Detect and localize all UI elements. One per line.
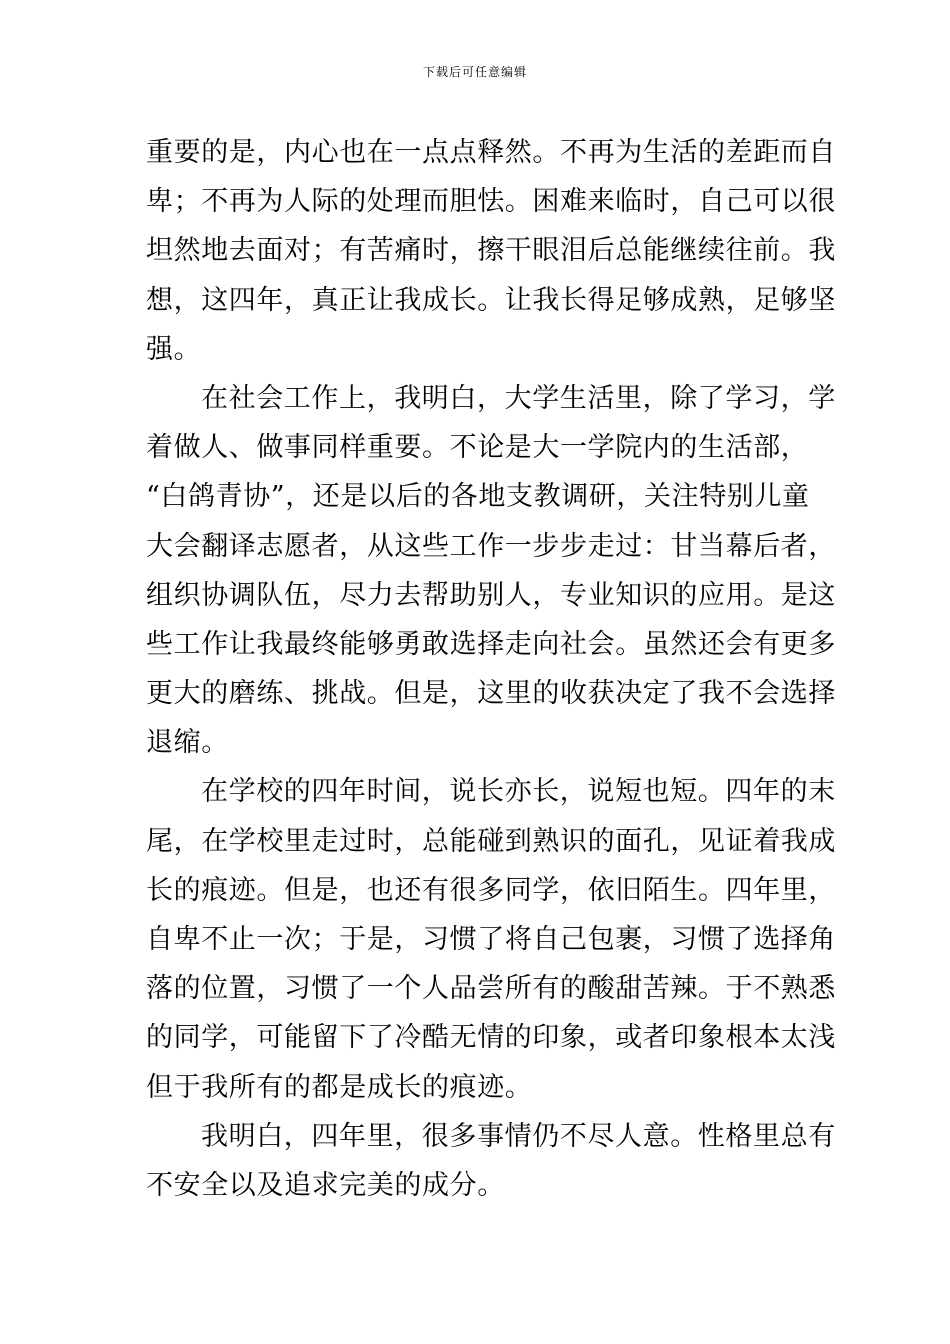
text-line: 想，这四年，真正让我成长。让我长得足够成熟，足够坚 <box>146 284 836 316</box>
text-line: 不安全以及追求完美的成分。 <box>146 1169 505 1201</box>
text-line: 坦然地去面对；有苦痛时，擦干眼泪后总能继续往前。我 <box>146 235 836 267</box>
document-body <box>146 128 836 1210</box>
text-line: 重要的是，内心也在一点点释然。不再为生活的差距而自 <box>146 137 836 168</box>
text-line: 长的痕迹。但是，也还有很多同学，依旧陌生。四年里， <box>146 874 836 906</box>
page-header: 下载后可任意编辑 <box>422 65 527 79</box>
text-line: 些工作让我最终能够勇敢选择走向社会。虽然还会有更多 <box>146 628 836 660</box>
text-line: 大会翻译志愿者，从这些工作一步步走过：甘当幕后者， <box>146 530 836 562</box>
text-line: 在社会工作上，我明白，大学生活里，除了学习，学 <box>201 382 836 414</box>
text-line: “白鸽青协”，还是以后的各地支教调研，关注特别儿童 <box>146 481 810 513</box>
text-line: 的同学，可能留下了冷酷无情的印象，或者印象根本太浅 <box>146 1022 836 1054</box>
text-line: 组织协调队伍，尽力去帮助别人，专业知识的应用。是这 <box>146 579 836 611</box>
text-line: 强。 <box>146 333 202 365</box>
text-line: 尾，在学校里走过时，总能碰到熟识的面孔，见证着我成 <box>146 825 836 857</box>
text-line: 自卑不止一次；于是，习惯了将自己包裹，习惯了选择角 <box>146 924 836 955</box>
text-line: 着做人、做事同样重要。不论是大一学院内的生活部， <box>146 432 809 464</box>
text-line: 但于我所有的都是成长的痕迹。 <box>146 1071 533 1103</box>
text-line: 退缩。 <box>146 727 229 759</box>
text-line: 在学校的四年时间，说长亦长，说短也短。四年的末 <box>201 776 836 808</box>
text-line: 更大的磨练、挑战。但是，这里的收获决定了我不会选择 <box>146 678 836 710</box>
text-line: 我明白，四年里，很多事情仍不尽人意。性格里总有 <box>201 1120 836 1152</box>
text-line: 落的位置，习惯了一个人品尝所有的酸甜苦辣。于不熟悉 <box>146 973 836 1005</box>
text-line: 卑；不再为人际的处理而胆怯。困难来临时，自己可以很 <box>146 186 836 218</box>
